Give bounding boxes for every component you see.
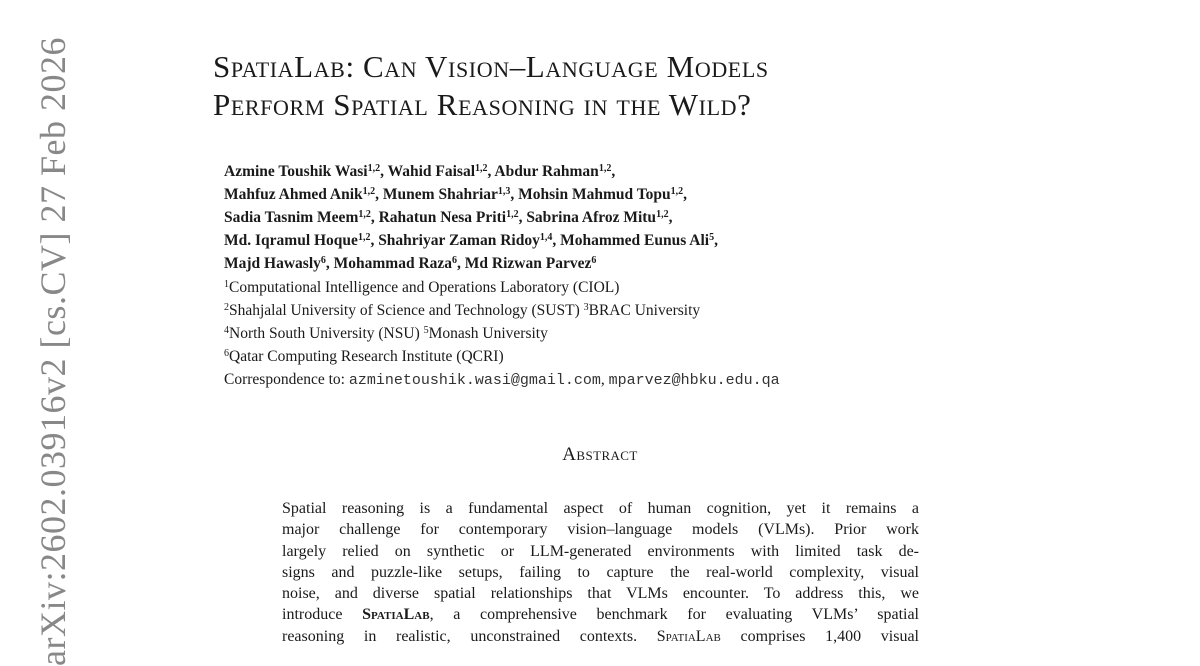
email-link-wasi[interactable]: azminetoushik.wasi@gmail.com [348, 372, 601, 389]
email-link-parvez[interactable]: mparvez@hbku.edu.qa [608, 372, 780, 389]
abstract-heading: Abstract [562, 444, 638, 465]
author-separator: , [325, 255, 334, 272]
abstract-text: reasoning in realistic, unconstrained contexts. [282, 627, 657, 645]
author-affil-marker: 1,2 [670, 186, 684, 197]
author-separator: , [380, 163, 388, 180]
abstract-line-2: major challenge for contemporary vision–language models (VLMs). Prior work [282, 521, 919, 539]
abstract-line-7 [282, 626, 919, 647]
author-affil-marker: 1,2 [598, 163, 612, 174]
author-line-1 [224, 160, 718, 183]
title-line-2: Perform Spatial Reasoning in the Wild? [213, 87, 752, 122]
author-name: Shahriyar Zaman Ridoy [378, 232, 540, 249]
author-affil-marker: 1,2 [358, 209, 371, 220]
author-affil-marker: 1,2 [367, 163, 381, 174]
affiliation-name: North South University (NSU) [229, 325, 424, 342]
author-affil-marker: 6 [452, 255, 458, 266]
author-name: Munem Shahriar [382, 186, 498, 203]
correspondence-label: Correspondence to: [224, 371, 349, 388]
author-name: Md. Iqramul Hoque [224, 232, 358, 249]
affiliation-marker: 6 [224, 348, 229, 359]
author-separator: , [457, 255, 465, 272]
author-separator: , [518, 209, 527, 226]
abstract-text: comprises 1,400 visual [720, 627, 920, 645]
affiliation-name: Computational Intelligence and Operations Laboratory (CIOL) [229, 279, 620, 296]
author-name: Sabrina Afroz Mitu [526, 209, 657, 226]
author-separator: , [683, 186, 688, 203]
affiliation-line-1 [224, 276, 780, 299]
author-name: Mohsin Mahmud Topu [518, 186, 671, 203]
arxiv-identifier: arXiv:2602.03916v2 [cs.CV] 27 Feb 2026 [33, 37, 73, 666]
paper-title [213, 48, 769, 124]
author-affil-marker: 1,2 [357, 232, 371, 243]
author-separator: , [668, 209, 673, 226]
author-name: Azmine Toushik Wasi [224, 163, 368, 180]
author-separator: , [370, 232, 379, 249]
benchmark-name: SpatiaLab [656, 627, 721, 645]
affiliation-line-3 [224, 322, 780, 345]
author-affil-marker: 1,2 [362, 186, 376, 197]
affiliation-line-4 [224, 345, 780, 368]
author-line-3 [224, 206, 718, 229]
author-line-4 [224, 229, 718, 252]
affiliation-name: BRAC University [588, 302, 701, 319]
author-name: Mahfuz Ahmed Anik [224, 186, 363, 203]
author-name: Md Rizwan Parvez [464, 255, 592, 272]
author-affil-marker: 1,2 [656, 209, 669, 220]
affiliation-marker: 5 [423, 325, 429, 336]
author-name: Abdur Rahman [494, 163, 599, 180]
author-name: Mohammad Raza [333, 255, 453, 272]
benchmark-name: SpatiaLab [362, 606, 430, 624]
affiliation-list [224, 276, 780, 392]
affiliation-marker: 4 [224, 325, 229, 336]
author-name: Mohammed Eunus Ali [560, 232, 710, 249]
author-affil-marker: 1,3 [497, 186, 511, 197]
author-separator: , [611, 163, 616, 180]
affiliation-name: Qatar Computing Research Institute (QCRI) [229, 348, 504, 365]
author-affil-marker: 6 [591, 255, 597, 266]
author-affil-marker: 5 [709, 232, 715, 243]
author-list [224, 160, 718, 275]
author-name: Sadia Tasnim Meem [224, 209, 359, 226]
email-separator: , [600, 371, 609, 388]
abstract-line-1: Spatial reasoning is a fundamental aspect of human cognition, yet it remains a [282, 500, 919, 517]
author-name: Rahatun Nesa Priti [378, 209, 507, 226]
author-name: Majd Hawasly [224, 255, 321, 272]
author-line-5 [224, 252, 718, 275]
affiliation-marker: 1 [224, 279, 229, 290]
affiliation-marker: 3 [583, 302, 589, 313]
author-affil-marker: 1,4 [539, 232, 553, 243]
affiliation-name: Shahjalal University of Science and Technology (SUST) [229, 302, 584, 319]
author-separator: , [510, 186, 519, 203]
author-separator: , [375, 186, 383, 203]
abstract-line-3: largely relied on synthetic or LLM-generated environments with limited task de- [282, 542, 919, 560]
author-affil-marker: 1,2 [475, 163, 488, 174]
author-separator: , [552, 232, 561, 249]
author-name: Wahid Faisal [387, 163, 476, 180]
author-line-2 [224, 183, 718, 206]
abstract-text: introduce [282, 606, 363, 624]
author-separator: , [370, 209, 379, 226]
abstract-text: , a comprehensive benchmark for evaluating VLMs’ spatial [429, 606, 920, 624]
affiliation-name: Monash University [428, 325, 548, 342]
abstract-line-6 [282, 604, 919, 625]
arxiv-side-stamp [28, 37, 88, 666]
abstract-line-5: noise, and diverse spatial relationships that VLMs encounter. To address this, we [282, 585, 919, 603]
author-separator: , [487, 163, 495, 180]
abstract-body [282, 498, 919, 647]
title-line-1: SpatiaLab: Can Vision–Language Models [213, 49, 769, 84]
author-affil-marker: 6 [320, 255, 326, 266]
affiliation-marker: 2 [224, 302, 229, 313]
author-separator: , [714, 232, 718, 249]
affiliation-line-2 [224, 299, 780, 322]
author-affil-marker: 1,2 [506, 209, 519, 220]
abstract-line-4: signs and puzzle-like setups, failing to capture the real-world complexity, visual [282, 563, 919, 581]
correspondence-line [224, 368, 780, 392]
